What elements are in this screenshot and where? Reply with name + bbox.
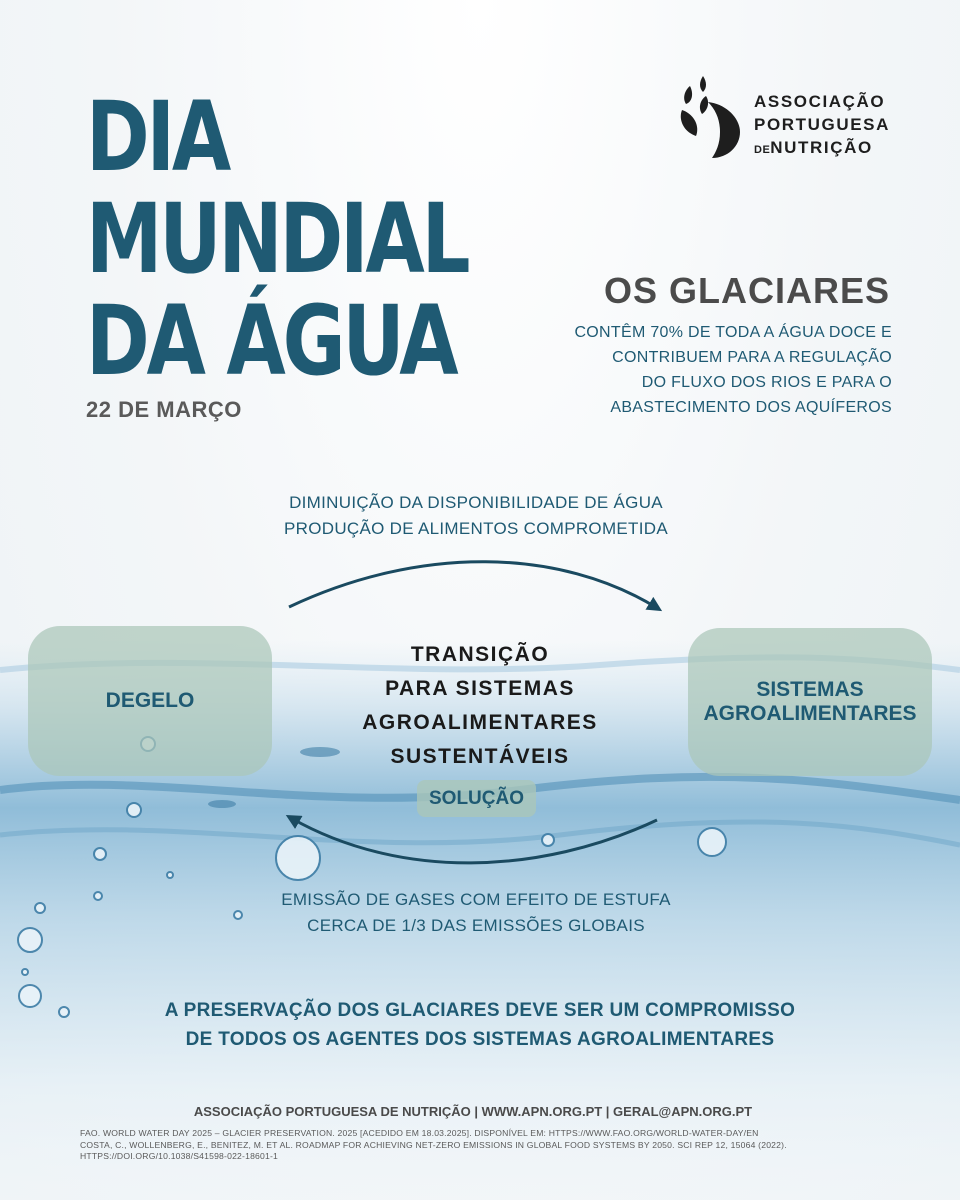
footer-contact: ASSOCIAÇÃO PORTUGUESA DE NUTRIÇÃO | WWW.APN.ORG.PT | GERAL@APN.ORG.PT — [193, 1104, 753, 1119]
bottom-arrow-caption — [0, 887, 952, 939]
degelo-label: DEGELO — [105, 689, 195, 712]
logo-line-main: NUTRIÇÃO — [770, 138, 873, 157]
glaciers-description — [532, 320, 892, 420]
agrifood-systems-box — [688, 628, 932, 776]
logo-line: PORTUGUESA — [754, 115, 890, 134]
reference-line: COSTA, C., WOLLENBERG, E., BENITEZ, M. ET AL. ROADMAP FOR ACHIEVING NET-ZERO EMISSIONS IN GLOBAL FOOD SYSTEMS BY 2050. SCI REP 12, 15064 (2022). — [80, 1139, 787, 1150]
box-line: AGROALIMENTARES — [703, 702, 917, 725]
box-line: SISTEMAS — [756, 678, 864, 701]
logo-line — [754, 136, 890, 162]
glaciers-heading: OS GLACIARES — [603, 270, 890, 311]
transition-line: SUSTENTÁVEIS — [390, 745, 570, 768]
references — [80, 1128, 900, 1163]
description-line: CONTRIBUEM PARA A REGULAÇÃO — [612, 349, 892, 366]
description-line: CONTÊM 70% DE TODA A ÁGUA DOCE E — [574, 324, 892, 341]
solution-badge: SOLUÇÃO — [417, 780, 536, 817]
caption-line: DIMINUIÇÃO DA DISPONIBILIDADE DE ÁGUA — [289, 493, 663, 512]
reference-line: HTTPS://DOI.ORG/10.1038/S41598-022-18601-1 — [80, 1151, 279, 1161]
reference-line: FAO. WORLD WATER DAY 2025 – GLACIER PRESERVATION. 2025 [ACEDIDO EM 18.03.2025]. DISPONÍVEL EM: HTTPS://WWW.FAO.ORG/WORLD-WATER-DAY/EN — [80, 1128, 759, 1138]
logo-line: ASSOCIAÇÃO — [754, 92, 886, 111]
statement-line: DE TODOS OS AGENTES DOS SISTEMAS AGROALIMENTARES — [185, 1029, 775, 1050]
statement-line: A PRESERVAÇÃO DOS GLACIARES DEVE SER UM COMPROMISSO — [164, 1000, 796, 1021]
apn-logo — [676, 74, 906, 164]
logo-wordmark — [754, 90, 890, 162]
title-line: DA ÁGUA — [86, 285, 456, 397]
transition-line: AGROALIMENTARES — [362, 711, 598, 734]
closing-statement — [0, 996, 960, 1054]
apn-leaf-logo-icon — [676, 74, 746, 164]
transition-line: TRANSIÇÃO — [410, 643, 550, 666]
caption-line: EMISSÃO DE GASES COM EFEITO DE ESTUFA — [281, 890, 671, 909]
logo-line-small: DE — [754, 144, 771, 156]
description-line: DO FLUXO DOS RIOS E PARA O — [641, 374, 892, 391]
caption-line: PRODUÇÃO DE ALIMENTOS COMPROMETIDA — [284, 519, 668, 538]
title-line: DIA — [86, 81, 229, 193]
event-date: 22 DE MARÇO — [86, 397, 242, 422]
transition-text — [330, 638, 630, 774]
page-title — [86, 81, 468, 397]
transition-line: PARA SISTEMAS — [385, 677, 575, 700]
top-arrow-caption — [0, 490, 952, 542]
caption-line: CERCA DE 1/3 DAS EMISSÕES GLOBAIS — [307, 916, 645, 935]
title-line: MUNDIAL — [86, 183, 468, 295]
degelo-box — [28, 626, 272, 776]
description-line: ABASTECIMENTO DOS AQUÍFEROS — [610, 399, 892, 416]
